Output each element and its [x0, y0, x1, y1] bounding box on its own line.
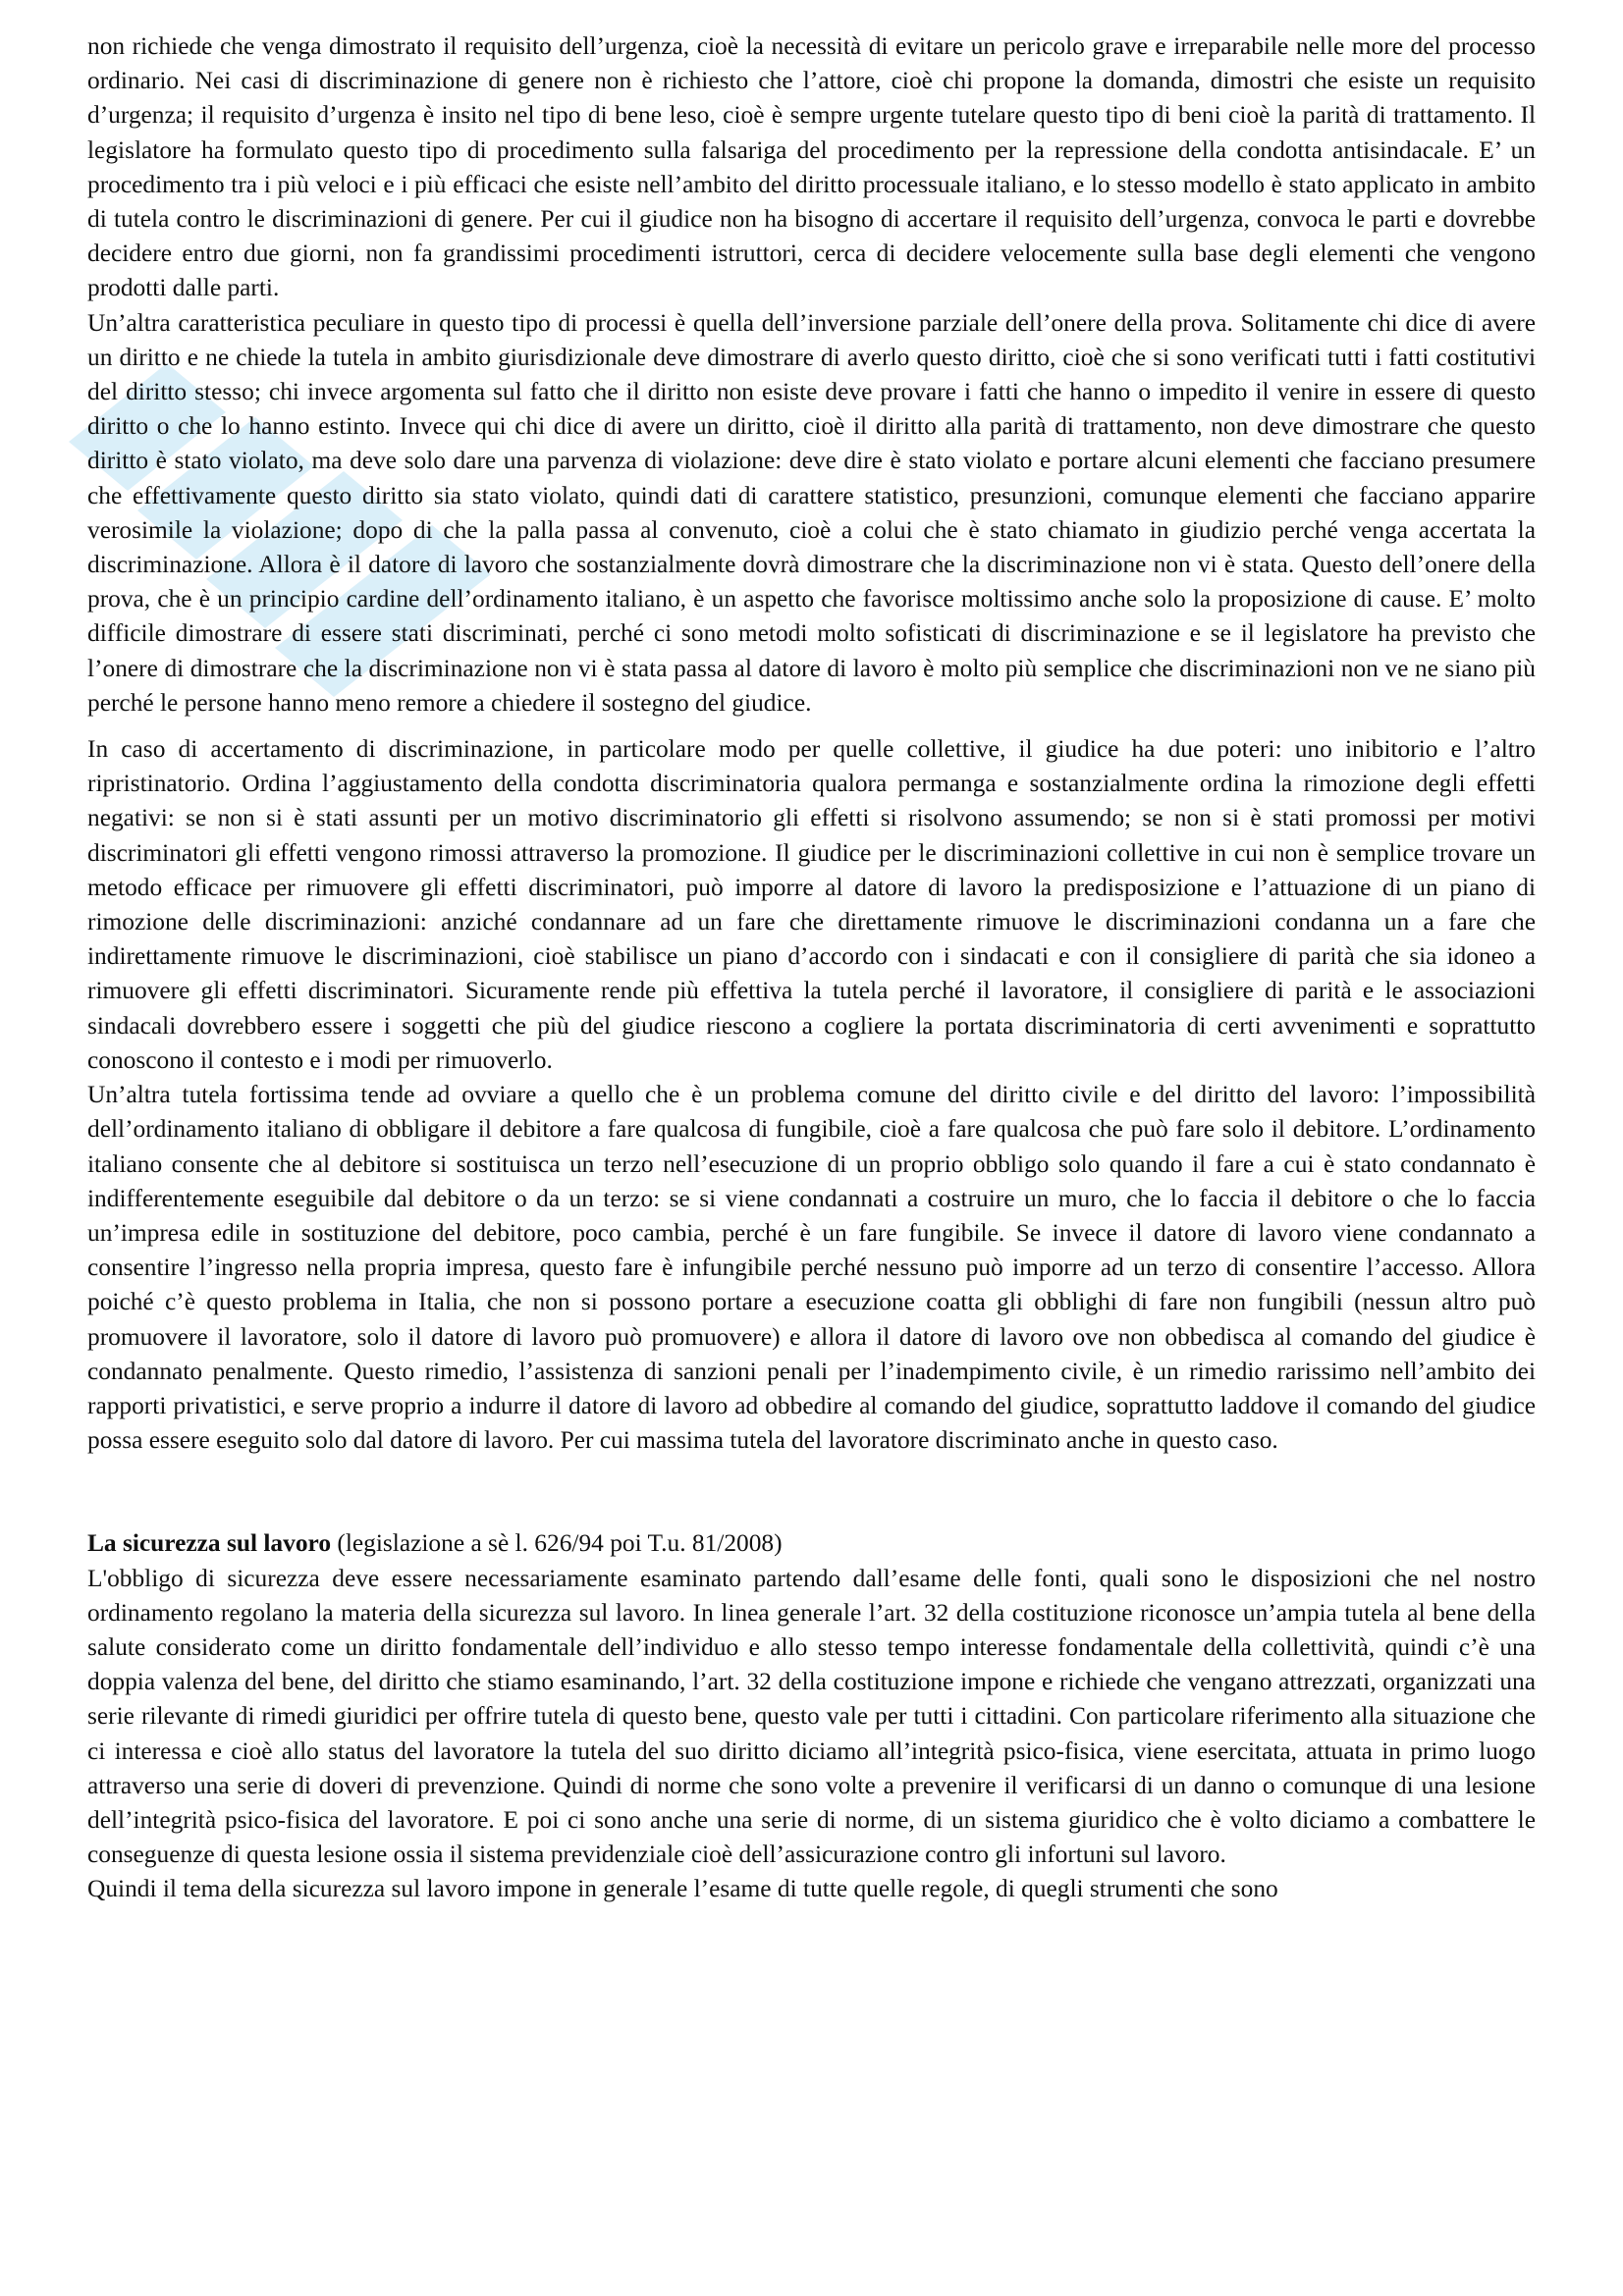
paragraph-spacer — [87, 721, 1536, 732]
paragraph-safety-sources: L'obbligo di sicurezza deve essere necessariamente esaminato partendo dall’esame delle fonti, quali sono le disposizioni che nel nostro ordinamento regolano la materia della sicurezza sul lavoro. In linea generale l’art. 32 della costituzione riconosce un’ampia tutela al bene della salute considerato come un diritto fondamentale dell’individuo e allo stesso tempo interesse fondamentale della collettività, quindi c’è una doppia valenza del bene, del diritto che stiamo esaminando, l’art. 32 della costituzione impone e richiede che vengano attrezzati, organizzati una serie rilevante di rimedi giuridici per offrire tutela di questo bene, questo vale per tutti i cittadini. Con particolare riferimento alla situazione che ci interessa e cioè allo status del lavoratore la tutela del suo diritto diciamo all’integrità psico-fisica, viene esercitata, attuata in primo luogo attraverso una serie di doveri di prevenzione. Quindi di norme che sono volte a prevenire il verificarsi di un danno o comunque di una lesione dell’integrità psico-fisica del lavoratore. E poi ci sono anche una serie di norme, di un sistema giuridico che è volto diciamo a combattere le conseguenze di questa lesione ossia il sistema previdenziale cioè dell’assicurazione contro gli infortuni sul lavoro. — [87, 1564, 1536, 1869]
paragraph-safety-rules: Quindi il tema della sicurezza sul lavoro impone in generale l’esame di tutte quelle regole, di quegli strumenti che sono — [87, 1875, 1278, 1903]
paragraph-urgency: non richiede che venga dimostrato il requisito dell’urgenza, cioè la necessità di evitare un pericolo grave e irreparabile nelle more del processo ordinario. Nei casi di discriminazione di genere non è richiesto che l’attore, cioè chi propone la domanda, dimostri che esiste un requisito d’urgenza; il requisito d’urgenza è insito nel tipo di bene leso, cioè è sempre urgente tutelare questo tipo di beni cioè la parità di trattamento. Il legislatore ha formulato questo tipo di procedimento sulla falsariga del procedimento per la repressione della condotta antisindacale. E’ un procedimento tra i più veloci e i più efficaci che esiste nell’ambito del diritto processuale italiano, e lo stesso modello è stato applicato in ambito di tutela contro le discriminazioni di genere. Per cui il giudice non ha bisogno di accertare il requisito dell’urgenza, convoca le parti e dovrebbe decidere entro due giorni, non fa grandissimi procedimenti istruttori, cerca di decidere velocemente sulla base degli elementi che vengono prodotti dalle parti. — [87, 32, 1536, 302]
document-body — [87, 29, 1536, 1907]
section-heading — [87, 1526, 1536, 1561]
paragraph-judge-powers: In caso di accertamento di discriminazione, in particolare modo per quelle collettive, il giudice ha due poteri: uno inibitorio e l’altro ripristinatorio. Ordina l’aggiustamento della condotta discriminatoria qualora permanga e sostanzialmente ordina la rimozione degli effetti negativi: se non si è stati assunti per un motivo discriminatorio gli effetti si risolvono assumendo; se non si è stati promossi per motivi discriminatori gli effetti vengono rimossi attraverso la promozione. Il giudice per le discriminazioni collettive in cui non è semplice trovare un metodo efficace per rimuovere gli effetti discriminatori, può imporre al datore di lavoro la predisposizione e l’attuazione di un piano di rimozione delle discriminazioni: anziché condannare ad un fare che direttamente rimuove le discriminazioni condanna un a fare che indirettamente rimuove le discriminazioni, cioè stabilisce un piano d’accordo con i sindacati e con il consigliere di parità che sia idoneo a rimuovere gli effetti discriminatori. Sicuramente rende più effettiva la tutela perché il lavoratore, il consigliere di parità e le associazioni sindacali dovrebbero essere i soggetti che più del giudice riescono a cogliere la portata discriminatoria di certi avvenimenti e soprattutto conoscono il contesto e i modi per rimuoverlo. — [87, 735, 1536, 1074]
section-title: La sicurezza sul lavoro — [87, 1529, 332, 1558]
section-subtitle: (legislazione a sè l. 626/94 poi T.u. 81/2008) — [331, 1529, 783, 1558]
paragraph-criminal-sanctions: Un’altra tutela fortissima tende ad ovviare a quello che è un problema comune del diritto civile e del diritto del lavoro: l’impossibilità dell’ordinamento italiano di obbligare il debitore a fare qualcosa di fungibile, cioè a fare qualcosa che può fare solo il debitore. L’ordinamento italiano consente che al debitore si sostituisca un terzo nell’esecuzione di un proprio obbligo solo quando il fare a cui è stato condannato è indifferentemente eseguibile dal debitore o da un terzo: se si viene condannati a costruire un muro, che lo faccia il debitore o che lo faccia un’impresa edile in sostituzione del debitore, poco cambia, perché è un fare fungibile. Se invece il datore di lavoro viene condannato a consentire l’ingresso nella propria impresa, questo fare è infungibile perché nessuno può imporre ad un terzo di consentire l’accesso. Allora poiché c’è questo problema in Italia, che non si possono portare a esecuzione coatta gli obblighi di fare non fungibili (nessun altro può promuovere il lavoratore, solo il datore di lavoro può promuovere) e allora il datore di lavoro ove non obbedisca al comando del giudice è condannato penalmente. Questo rimedio, l’assistenza di sanzioni penali per l’inadempimento civile, è un rimedio rarissimo nell’ambito dei rapporti privatistici, e serve proprio a indurre il datore di lavoro ad obbedire al comando del giudice, soprattutto laddove il comando del giudice possa essere eseguito solo dal datore di lavoro. Per cui massima tutela del lavoratore discriminato anche in questo caso. — [87, 1081, 1536, 1455]
section-spacer — [87, 1458, 1536, 1526]
paragraph-burden-of-proof: Un’altra caratteristica peculiare in questo tipo di processi è quella dell’inversione parziale dell’onere della prova. Solitamente chi dice di avere un diritto e ne chiede la tutela in ambito giurisdizionale deve dimostrare di averlo questo diritto, cioè che si sono verificati tutti i fatti costitutivi del diritto stesso; chi invece argomenta sul fatto che il diritto non esiste deve provare i fatti che hanno o impedito il venire in essere di questo diritto o che lo hanno estinto. Invece qui chi dice di avere un diritto, cioè il diritto alla parità di trattamento, non deve dimostrare che questo diritto è stato violato, ma deve solo dare una parvenza di violazione: deve dire è stato violato e portare alcuni elementi che facciano presumere che effettivamente questo diritto sia stato violato, quindi dati di carattere statistico, presunzioni, comunque elementi che facciano apparire verosimile la violazione; dopo di che la palla passa al convenuto, cioè a colui che è stato chiamato in giudizio perché venga accertata la discriminazione. Allora è il datore di lavoro che sostanzialmente dovrà dimostrare che la discriminazione non vi è stata. Questo dell’onere della prova, che è un principio cardine dell’ordinamento italiano, è un aspetto che favorisce moltissimo anche solo la proposizione di cause. E’ molto difficile dimostrare di essere stati discriminati, perché ci sono metodi molto sofisticati di discriminazione e se il legislatore ha previsto che l’onere di dimostrare che la discriminazione non vi è stata passa al datore di lavoro è molto più semplice che discriminazioni non ve ne siano più perché le persone hanno meno remore a chiedere il sostegno del giudice. — [87, 308, 1536, 717]
